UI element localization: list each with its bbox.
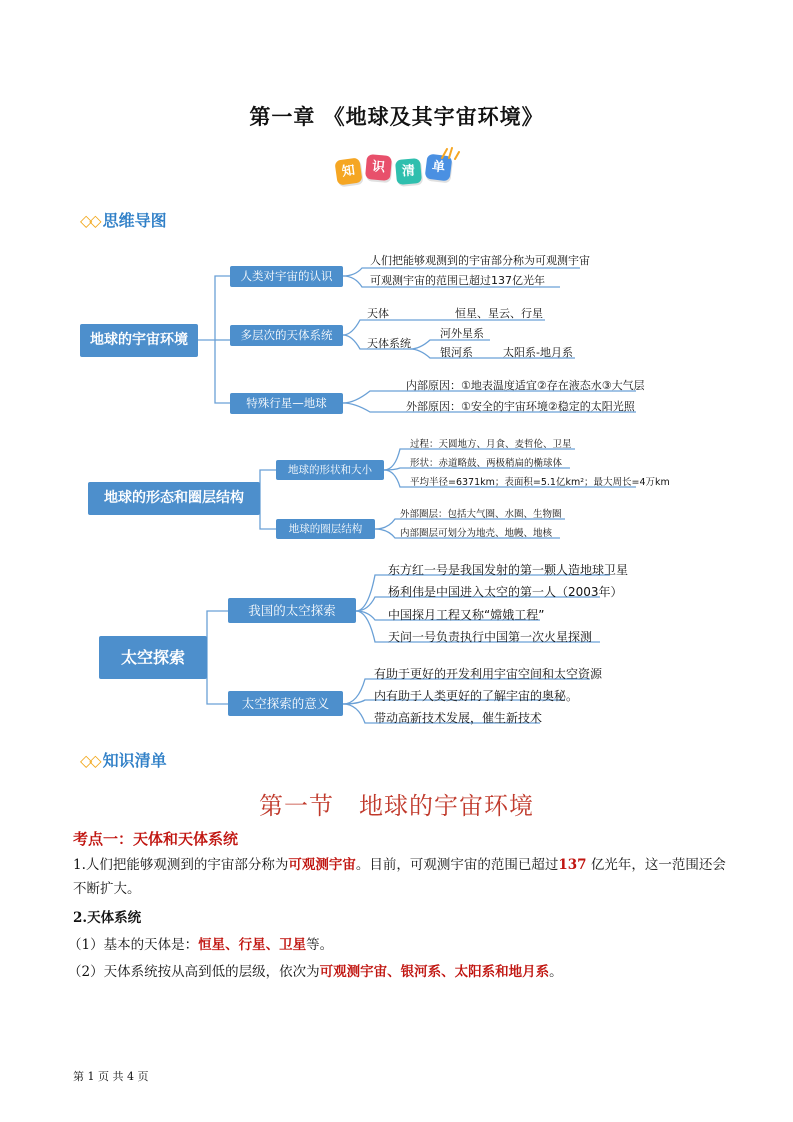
mindmap-leaf: 外部原因：①安全的宇宙环境②稳定的太阳光照: [406, 400, 635, 413]
mindmap-node-universe-environment: 地球的宇宙环境: [80, 324, 198, 357]
mindmap-leaf: 过程：天圆地方、月食、麦哲伦、卫星: [410, 439, 572, 450]
mindmap-leaf: 杨利伟是中国进入太空的第一人（2003年）: [388, 585, 623, 599]
mindmap-leaf: 东方红一号是我国发射的第一颗人造地球卫星: [388, 563, 629, 577]
text: 1.人们把能够观测到的宇宙部分称为: [73, 857, 289, 873]
mindmap-node-human-understanding: 人类对宇宙的认识: [230, 266, 343, 287]
mindmap-leaf: 带动高新技术发展，催生新技术: [374, 711, 543, 725]
mindmap-leaf: 天体系统: [367, 337, 411, 350]
mindmap-leaf: 有助于更好的开发利用宇宙空间和太空资源: [374, 667, 603, 681]
mindmap-node-special-planet: 特殊行星—地球: [230, 393, 343, 414]
section-heading-checklist: [80, 748, 167, 771]
mindmap-leaf: 形状：赤道略鼓、两极稍扁的椭球体: [410, 458, 563, 469]
chevron-icon: ◇◇: [80, 211, 99, 230]
mindmap-node-earth-structure: 地球的形态和圈层结构: [88, 482, 260, 515]
text: （2）天体系统按从高到低的层级，依次为: [68, 964, 320, 980]
highlight: 137: [558, 857, 587, 873]
mindmap-leaf: 恒星、星云、行星: [455, 307, 543, 320]
mindmap-node-china-space: 我国的太空探索: [228, 598, 356, 623]
mindmap-leaf: 可观测宇宙的范围已超过137亿光年: [370, 274, 545, 287]
mindmap-leaf: 银河系: [440, 346, 473, 359]
highlight: 可观测宇宙、银河系、太阳系和地月系: [319, 964, 550, 980]
mindmap-leaf: 中国探月工程又称“嫦娥工程”: [388, 608, 545, 622]
mindmap-leaf: 外部圈层：包括大气圈、水圈、生物圈: [400, 509, 562, 520]
mindmap-leaf: 人们把能够观测到的宇宙部分称为可观测宇宙: [370, 254, 590, 267]
section-heading-text: 思维导图: [102, 211, 167, 230]
mindmap-node-significance: 太空探索的意义: [228, 691, 343, 716]
mindmap-node-shape-size: 地球的形状和大小: [276, 460, 384, 480]
mindmap-leaf: 天问一号负责执行中国第一次火星探测: [388, 630, 593, 644]
text: 亿光年，这一范围还会不断扩大。: [73, 857, 726, 897]
mindmap-leaf: 太阳系-地月系: [503, 346, 573, 359]
badge-tile-4: 单: [425, 154, 453, 182]
badge-tile-3: 清: [395, 158, 422, 185]
paragraph-system-levels: [68, 960, 723, 984]
section-heading-text: 知识清单: [102, 751, 167, 770]
highlight: 可观测宇宙: [288, 857, 356, 873]
paragraph-observable-universe: [73, 853, 728, 901]
subheading-celestial-systems: 2.天体系统: [73, 910, 142, 926]
mindmap-leaf: 内部原因：①地表温度适宜②存在液态水③大气层: [406, 379, 645, 392]
key-point-heading: 考点一：天体和天体系统: [73, 830, 239, 848]
mindmap-leaf: 平均半径=6371km；表面积=5.1亿km²；最大周长=4万km: [410, 477, 670, 488]
mindmap-leaf: 内部圈层可划分为地壳、地幔、地核: [400, 528, 553, 539]
mindmap-leaf: 河外星系: [440, 327, 484, 340]
section-title: 第一节 地球的宇宙环境: [259, 792, 534, 820]
highlight: 恒星、行星、卫星: [198, 937, 307, 953]
mindmap-leaf: 天体: [367, 307, 389, 320]
chevron-icon: ◇◇: [80, 751, 99, 770]
page-footer: 第 1 页 共 4 页: [73, 1070, 149, 1083]
mindmap-node-celestial-systems: 多层次的天体系统: [230, 325, 343, 346]
mindmap-node-space-exploration: 太空探索: [99, 636, 207, 679]
mindmap-leaf: 内有助于人类更好的了解宇宙的奥秘。: [374, 689, 579, 703]
badge-tile-1: 知: [334, 157, 362, 185]
mindmap-node-layers: 地球的圈层结构: [276, 519, 375, 539]
text: 。目前，可观测宇宙的范围已超过: [355, 857, 559, 873]
badge-tile-2: 识: [365, 154, 392, 181]
paragraph-basic-bodies: [68, 933, 723, 957]
page-title: 第一章 《地球及其宇宙环境》: [249, 104, 544, 129]
text: （1）基本的天体是：: [68, 937, 199, 953]
text: 等。: [306, 937, 334, 953]
text: 。: [549, 964, 563, 980]
